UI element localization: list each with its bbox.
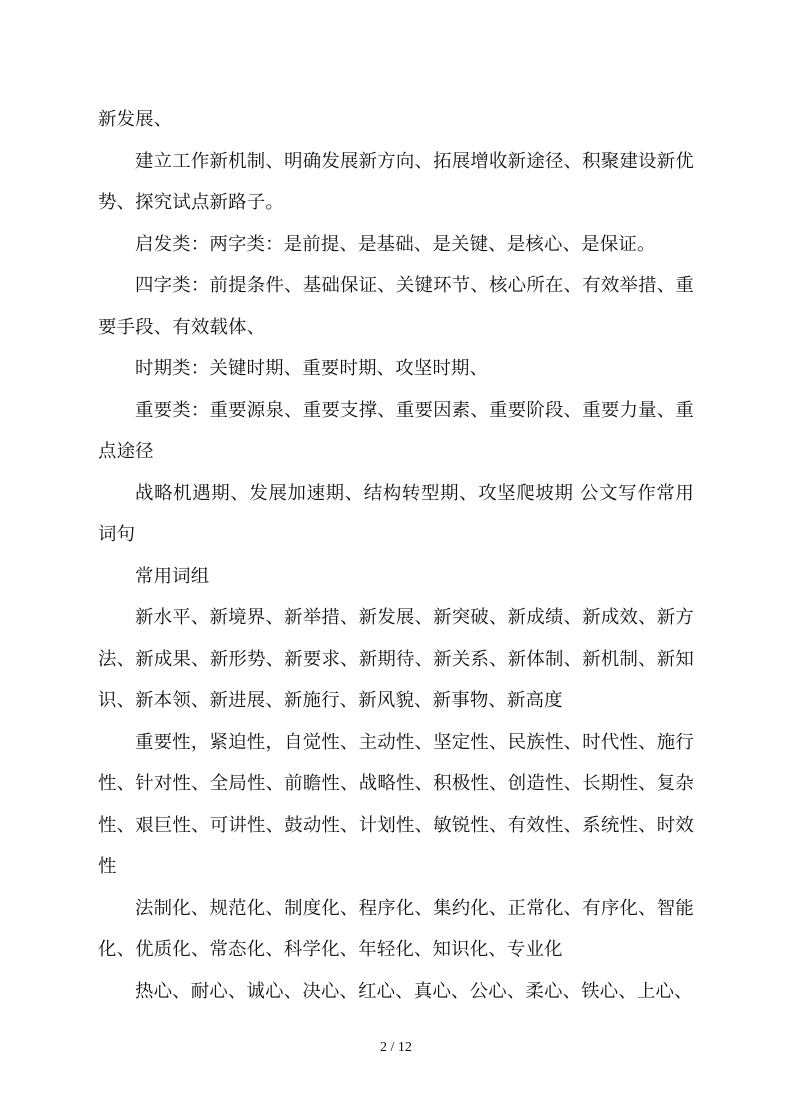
paragraph: 启发类：两字类：是前提、是基础、是关键、是核心、是保证。 (135, 233, 656, 255)
paragraph: 常用词组 (135, 565, 210, 587)
document-body (98, 99, 694, 1012)
paragraph: 法制化、规范化、制度化、程序化、集约化、正常化、有序化、智能化、优质化、常态化、科学化、年轻化、知识化、专业化 (98, 897, 694, 960)
paragraph: 新发展、 (98, 109, 173, 130)
paragraph: 建立工作新机制、明确发展新方向、拓展增收新途径、积聚建设新优势、探究试点新路子。 (98, 150, 694, 213)
paragraph: 新水平、新境界、新举措、新发展、新突破、新成绩、新成效、新方法、新成果、新形势、新要求、新期待、新关系、新体制、新机制、新知识、新本领、新进展、新施行、新风貌、新事物、新高度 (98, 607, 694, 711)
paragraph: 时期类：关键时期、重要时期、攻坚时期、 (135, 358, 489, 379)
paragraph: 战略机遇期、发展加速期、结构转型期、攻坚爬坡期 公文写作常用词句 (98, 482, 694, 545)
page-number: 2 / 12 (380, 1040, 412, 1055)
paragraph: 四字类：前提条件、基础保证、关键环节、核心所在、有效举措、重要手段、有效载体、 (98, 275, 694, 338)
paragraph: 热心、耐心、诚心、决心、红心、真心、公心、柔心、铁心、上心、 (135, 980, 693, 1002)
paragraph: 重要类：重要源泉、重要支撑、重要因素、重要阶段、重要力量、重点途径 (98, 399, 694, 462)
paragraph: 重要性，紧迫性，自觉性、主动性、坚定性、民族性、时代性、施行性、针对性、全局性、前瞻性、战略性、积极性、创造性、长期性、复杂性、艰巨性、可讲性、鼓动性、计划性、敏锐性、有效性、系统性、时效性 (98, 731, 694, 877)
